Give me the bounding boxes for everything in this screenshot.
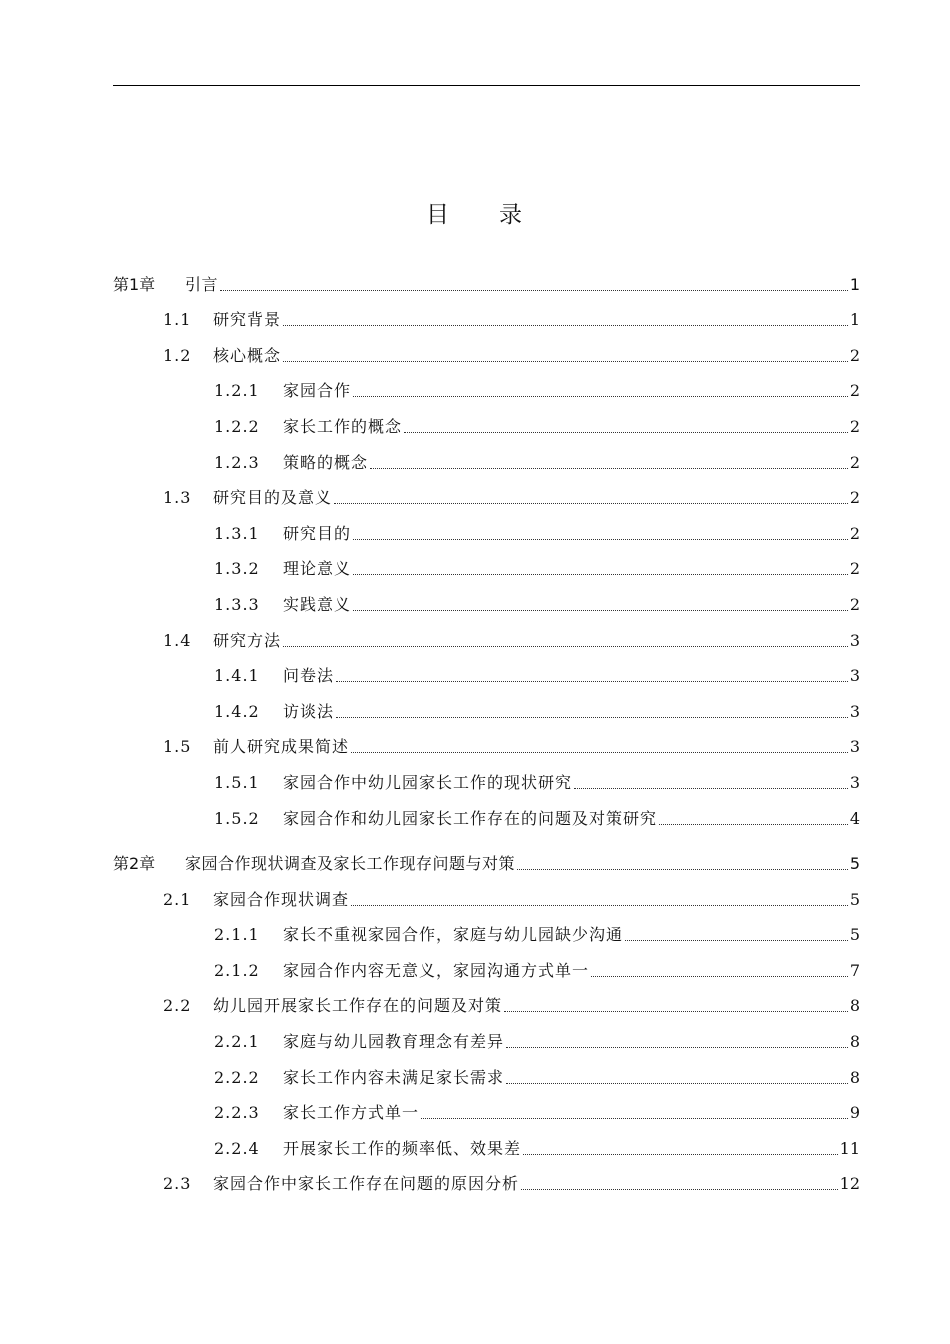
toc-entry-label — [113, 275, 218, 297]
toc-entry-number: 2.3 — [163, 1174, 192, 1194]
toc-entry[interactable] — [113, 1054, 860, 1090]
toc-entry[interactable] — [113, 947, 860, 983]
toc-entry-page: 8 — [849, 996, 860, 1016]
toc-entry-title: 研究背景 — [213, 310, 282, 330]
toc-entry-label — [163, 346, 281, 368]
toc-entry[interactable] — [113, 876, 860, 912]
toc-title-char-2: 录 — [499, 202, 524, 228]
dot-leader — [591, 976, 848, 977]
toc-entry-title: 家庭与幼儿园教育理念有差异 — [283, 1032, 505, 1052]
toc-entry[interactable] — [113, 368, 860, 404]
toc-entry[interactable] — [113, 297, 860, 333]
toc-title-char-1: 目 — [426, 202, 451, 228]
toc-entry-title: 家园合作现状调查 — [213, 889, 350, 909]
toc-entry-page: 11 — [839, 1138, 860, 1158]
toc-entry[interactable] — [113, 261, 860, 297]
toc-entry[interactable] — [113, 795, 860, 831]
toc-entry-label — [163, 310, 281, 332]
toc-entry-title: 家园合作中家长工作存在问题的原因分析 — [213, 1174, 520, 1194]
toc-entry-label — [214, 961, 589, 983]
toc-entry-title: 幼儿园开展家长工作存在的问题及对策 — [213, 996, 503, 1016]
toc-entry-title: 研究目的及意义 — [213, 488, 333, 508]
toc-entry-label — [214, 809, 657, 831]
toc-entry-title: 家长工作的概念 — [283, 416, 403, 436]
toc-entry-title: 理论意义 — [283, 559, 352, 579]
chapter-gap — [113, 831, 860, 841]
dot-leader — [353, 610, 848, 611]
dot-leader — [353, 396, 848, 397]
toc-entry-number: 1.2.2 — [214, 416, 260, 436]
toc-entry-label — [163, 1174, 519, 1196]
dot-leader — [421, 1118, 848, 1119]
toc-entry-title: 家园合作和幼儿园家长工作存在的问题及对策研究 — [283, 808, 658, 828]
toc-entry-number: 2.1 — [163, 889, 192, 909]
table-of-contents — [113, 261, 860, 1196]
toc-entry-number: 1.3 — [163, 488, 192, 508]
toc-entry-number: 1.4.2 — [214, 701, 260, 721]
toc-entry-title: 家园合作内容无意义，家园沟通方式单一 — [283, 960, 590, 980]
toc-entry-number: 1.2.1 — [214, 381, 260, 401]
toc-entry-title: 家长工作内容未满足家长需求 — [283, 1067, 505, 1087]
toc-entry[interactable] — [113, 439, 860, 475]
toc-entry-page: 2 — [849, 345, 860, 365]
toc-entry[interactable] — [113, 332, 860, 368]
toc-entry[interactable] — [113, 724, 860, 760]
toc-entry-number: 第1章 — [113, 274, 156, 294]
toc-entry-number: 第2章 — [113, 854, 156, 874]
toc-entry-label — [163, 890, 349, 912]
toc-entry-page: 9 — [849, 1103, 860, 1123]
toc-entry-number: 1.1 — [163, 310, 192, 330]
toc-entry-title: 策略的概念 — [283, 452, 369, 472]
toc-entry-number: 1.4 — [163, 630, 192, 650]
toc-entry-number: 2.2.3 — [214, 1103, 260, 1123]
dot-leader — [506, 1047, 848, 1048]
toc-entry-title: 研究方法 — [213, 630, 282, 650]
toc-entry-label — [214, 1139, 521, 1161]
dot-leader — [506, 1083, 848, 1084]
toc-entry-label — [214, 453, 368, 475]
toc-entry-page: 3 — [849, 630, 860, 650]
toc-entry-page: 5 — [849, 854, 860, 874]
dot-leader — [351, 752, 848, 753]
toc-entry-label — [163, 737, 349, 759]
toc-entry-page: 3 — [849, 737, 860, 757]
toc-entry-page: 3 — [849, 701, 860, 721]
toc-entry-number: 2.2.1 — [214, 1032, 260, 1052]
toc-entry-label — [214, 702, 334, 724]
toc-entry-label — [214, 524, 351, 546]
dot-leader — [523, 1154, 838, 1155]
toc-entry-title: 引言 — [185, 274, 219, 294]
dot-leader — [659, 824, 848, 825]
toc-entry-title: 核心概念 — [213, 345, 282, 365]
toc-entry-page: 2 — [849, 559, 860, 579]
dot-leader — [283, 646, 848, 647]
toc-entry-number: 1.3.2 — [214, 559, 260, 579]
toc-entry-page: 2 — [849, 381, 860, 401]
toc-entry-title: 访谈法 — [283, 701, 335, 721]
toc-entry-number: 1.2.3 — [214, 452, 260, 472]
dot-leader — [353, 539, 848, 540]
toc-entry-label — [214, 773, 572, 795]
toc-entry-page: 2 — [849, 488, 860, 508]
toc-entry[interactable] — [113, 1018, 860, 1054]
toc-entry[interactable] — [113, 688, 860, 724]
toc-entry-page: 3 — [849, 666, 860, 686]
toc-entry-page: 8 — [849, 1067, 860, 1087]
toc-entry[interactable] — [113, 475, 860, 511]
toc-entry-page: 3 — [849, 772, 860, 792]
toc-entry-number: 2.2.4 — [214, 1138, 260, 1158]
dot-leader — [336, 717, 848, 718]
toc-entry-number: 2.2.2 — [214, 1067, 260, 1087]
dot-leader — [336, 681, 848, 682]
toc-entry-number: 2.1.2 — [214, 960, 260, 980]
toc-entry-label — [113, 854, 515, 876]
toc-entry-label — [214, 1068, 504, 1090]
dot-leader — [283, 361, 848, 362]
dot-leader — [504, 1011, 848, 1012]
toc-entry-page: 2 — [849, 416, 860, 436]
toc-entry-title: 家长工作方式单一 — [283, 1103, 420, 1123]
toc-entry-title: 问卷法 — [283, 666, 335, 686]
toc-entry[interactable] — [113, 510, 860, 546]
toc-entry-label — [163, 631, 281, 653]
toc-entry-page: 2 — [849, 523, 860, 543]
toc-entry-label — [214, 1103, 419, 1125]
toc-entry[interactable] — [113, 912, 860, 948]
dot-leader — [517, 869, 848, 870]
toc-entry[interactable] — [113, 1161, 860, 1197]
toc-entry-title: 家园合作现状调查及家长工作现存问题与对策 — [185, 854, 516, 874]
dot-leader — [370, 468, 848, 469]
header-rule — [113, 85, 860, 86]
dot-leader — [351, 905, 848, 906]
toc-entry[interactable] — [113, 546, 860, 582]
toc-entry-page: 5 — [849, 925, 860, 945]
toc-entry-label — [214, 666, 334, 688]
toc-entry[interactable] — [113, 1090, 860, 1126]
toc-entry-number: 2.2 — [163, 996, 192, 1016]
dot-leader — [334, 503, 848, 504]
toc-entry-title: 开展家长工作的频率低、效果差 — [283, 1138, 522, 1158]
toc-entry-number: 1.2 — [163, 345, 192, 365]
toc-entry-page: 7 — [849, 960, 860, 980]
toc-entry[interactable] — [113, 653, 860, 689]
dot-leader — [625, 940, 848, 941]
toc-entry-title: 家园合作中幼儿园家长工作的现状研究 — [283, 772, 573, 792]
toc-entry-number: 1.3.3 — [214, 594, 260, 614]
toc-entry[interactable] — [113, 759, 860, 795]
dot-leader — [521, 1189, 838, 1190]
toc-entry-title: 家长不重视家园合作，家庭与幼儿园缺少沟通 — [283, 925, 624, 945]
dot-leader — [574, 788, 848, 789]
toc-entry-title: 研究目的 — [283, 523, 352, 543]
toc-entry-title: 前人研究成果简述 — [213, 737, 350, 757]
toc-entry-number: 1.5.1 — [214, 772, 260, 792]
toc-entry-page: 1 — [849, 274, 860, 294]
toc-entry-label — [214, 1032, 504, 1054]
toc-entry-page: 8 — [849, 1032, 860, 1052]
toc-entry-title: 实践意义 — [283, 594, 352, 614]
toc-entry[interactable] — [113, 1125, 860, 1161]
toc-entry[interactable] — [113, 983, 860, 1019]
toc-entry-number: 1.3.1 — [214, 523, 260, 543]
toc-entry-page: 5 — [849, 889, 860, 909]
dot-leader — [220, 290, 848, 291]
toc-entry-label — [163, 488, 332, 510]
dot-leader — [283, 325, 848, 326]
dot-leader — [353, 574, 848, 575]
toc-entry-page: 12 — [839, 1174, 860, 1194]
toc-entry[interactable] — [113, 841, 860, 877]
toc-entry-number: 1.5.2 — [214, 808, 260, 828]
toc-entry-page: 2 — [849, 594, 860, 614]
dot-leader — [404, 432, 848, 433]
toc-entry-label — [163, 996, 502, 1018]
toc-entry-page: 1 — [849, 310, 860, 330]
toc-title — [0, 196, 950, 229]
toc-entry-label — [214, 595, 351, 617]
toc-entry-number: 2.1.1 — [214, 925, 260, 945]
toc-entry-label — [214, 417, 402, 439]
toc-entry-page: 4 — [849, 808, 860, 828]
toc-entry[interactable] — [113, 403, 860, 439]
toc-entry-number: 1.5 — [163, 737, 192, 757]
toc-entry-number: 1.4.1 — [214, 666, 260, 686]
toc-entry-label — [214, 381, 351, 403]
toc-entry[interactable] — [113, 617, 860, 653]
toc-entry-title: 家园合作 — [283, 381, 352, 401]
toc-entry[interactable] — [113, 581, 860, 617]
toc-entry-page: 2 — [849, 452, 860, 472]
toc-entry-label — [214, 559, 351, 581]
toc-entry-label — [214, 925, 623, 947]
